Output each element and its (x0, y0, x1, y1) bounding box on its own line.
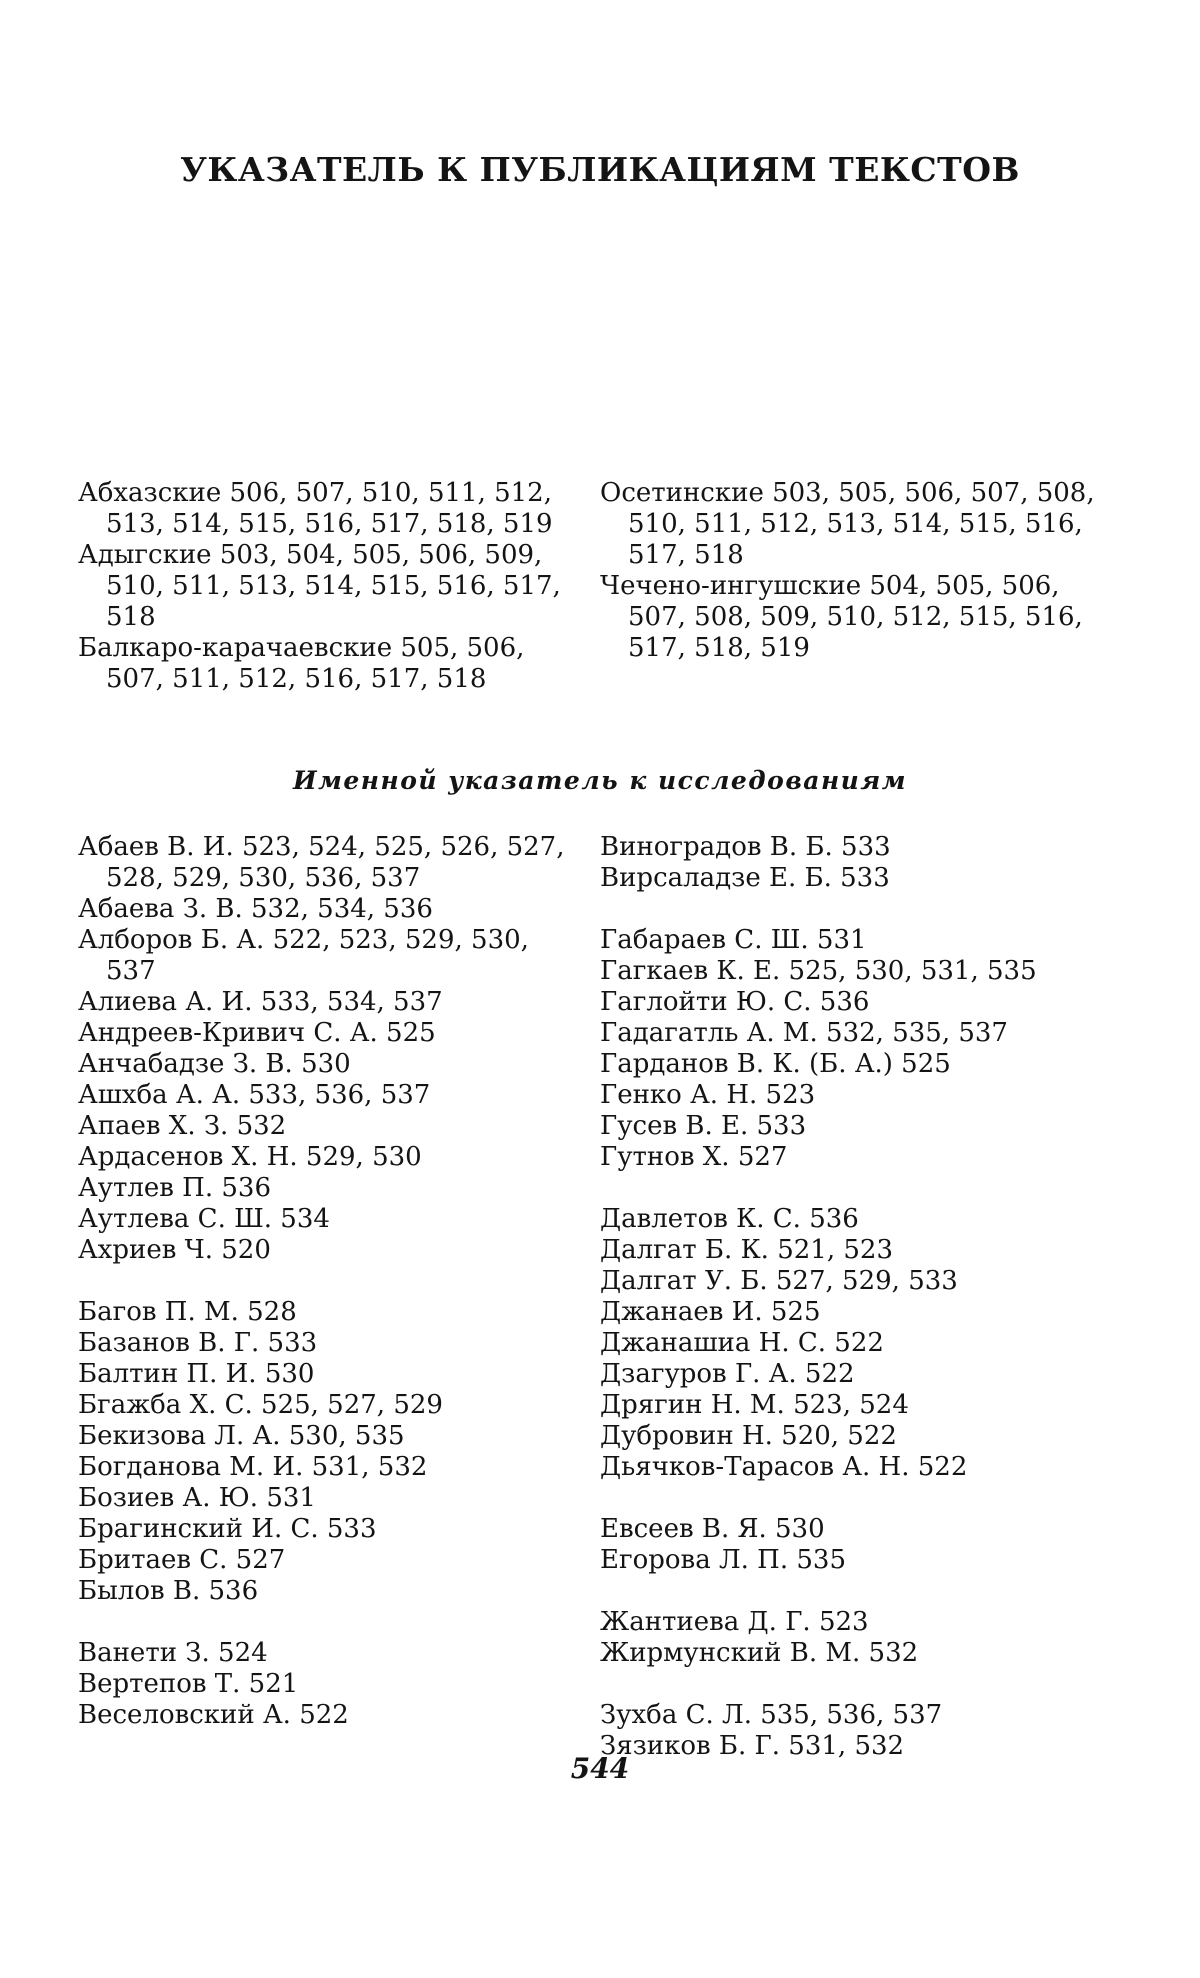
name-index-entry: Зухба С. Л. 535, 536, 537 (600, 1700, 943, 1730)
name-index-entry: Алиева А. И. 533, 534, 537 (78, 987, 443, 1017)
texts-index-entry: Осетинские 503, 505, 506, 507, 508, 510, 511, 512, 513, 514, 515, 516, 517, 518 (600, 478, 1095, 570)
name-index-entry: Ашхба А. А. 533, 536, 537 (78, 1080, 431, 1110)
name-index-entry: Балтин П. И. 530 (78, 1359, 315, 1389)
name-index-entry: Богданова М. И. 531, 532 (78, 1452, 428, 1482)
name-index-entry: Гусев В. Е. 533 (600, 1111, 807, 1141)
name-index-entry: Дрягин Н. М. 523, 524 (600, 1390, 909, 1420)
name-index-entry: Давлетов К. С. 536 (600, 1204, 859, 1234)
name-index-entry: Вертепов Т. 521 (78, 1669, 299, 1699)
group-spacer (600, 894, 1100, 925)
name-index-entry: Гадагатль А. М. 532, 535, 537 (600, 1018, 1008, 1048)
name-index-entry: Гутнов Х. 527 (600, 1142, 788, 1172)
name-index-entry: Бритаев С. 527 (78, 1545, 286, 1575)
name-index-entry: Дьячков-Тарасов А. Н. 522 (600, 1452, 968, 1482)
name-index-right-column (600, 832, 1100, 1762)
name-index-entry: Джанаев И. 525 (600, 1297, 821, 1327)
name-index-entry: Бозиев А. Ю. 531 (78, 1483, 316, 1513)
name-index-entry: Апаев Х. З. 532 (78, 1111, 287, 1141)
name-index-entry: Андреев-Кривич С. А. 525 (78, 1018, 436, 1048)
group-spacer (78, 1266, 578, 1297)
name-index-entry: Багов П. М. 528 (78, 1297, 297, 1327)
texts-index-right-column (600, 478, 1100, 664)
name-index-entry: Абаева З. В. 532, 534, 536 (78, 894, 433, 924)
texts-index-entry: Чечено-ингушские 504, 505, 506, 507, 508, 509, 510, 512, 515, 516, 517, 518, 519 (600, 571, 1083, 663)
name-index-entry: Жантиева Д. Г. 523 (600, 1607, 869, 1637)
name-index-entry: Дубровин Н. 520, 522 (600, 1421, 897, 1451)
group-spacer (600, 1576, 1100, 1607)
texts-index-entry: Абхазские 506, 507, 510, 511, 512, 513, 514, 515, 516, 517, 518, 519 (78, 478, 553, 539)
name-index-entry: Зязиков Б. Г. 531, 532 (600, 1731, 905, 1761)
name-index-entry: Далгат Б. К. 521, 523 (600, 1235, 893, 1265)
name-index-entry: Бгажба Х. С. 525, 527, 529 (78, 1390, 443, 1420)
name-index-entry: Генко А. Н. 523 (600, 1080, 816, 1110)
name-index-entry: Далгат У. Б. 527, 529, 533 (600, 1266, 958, 1296)
name-index-entry: Абаев В. И. 523, 524, 525, 526, 527, 528, 529, 530, 536, 537 (78, 832, 565, 893)
name-index-entry: Ардасенов Х. Н. 529, 530 (78, 1142, 422, 1172)
name-index-entry: Алборов Б. А. 522, 523, 529, 530, 537 (78, 925, 529, 986)
name-index-entry: Былов В. 536 (78, 1576, 259, 1606)
name-index-entry: Веселовский А. 522 (78, 1700, 349, 1730)
name-index-entry: Виноградов В. Б. 533 (600, 832, 891, 862)
group-spacer (600, 1173, 1100, 1204)
name-index-entry: Гаглойти Ю. С. 536 (600, 987, 870, 1017)
name-index-entry: Жирмунский В. М. 532 (600, 1638, 919, 1668)
name-index-entry: Ахриев Ч. 520 (78, 1235, 271, 1265)
texts-index-left-column (78, 478, 578, 695)
name-index-entry: Аутлев П. 536 (78, 1173, 272, 1203)
group-spacer (600, 1669, 1100, 1700)
name-index-entry: Ванети З. 524 (78, 1638, 268, 1668)
name-index-entry: Базанов В. Г. 533 (78, 1328, 318, 1358)
texts-index-entry: Адыгские 503, 504, 505, 506, 509, 510, 511, 513, 514, 515, 516, 517, 518 (78, 540, 561, 632)
name-index-entry: Джанашиа Н. С. 522 (600, 1328, 884, 1358)
page-title: УКАЗАТЕЛЬ К ПУБЛИКАЦИЯМ ТЕКСТОВ (180, 150, 1020, 189)
name-index-entry: Бекизова Л. А. 530, 535 (78, 1421, 405, 1451)
name-index-entry: Гарданов В. К. (Б. А.) 525 (600, 1049, 951, 1079)
name-index-entry: Гагкаев К. Е. 525, 530, 531, 535 (600, 956, 1037, 986)
name-index-heading: Именной указатель к исследованиям (292, 766, 908, 795)
name-index-entry: Брагинский И. С. 533 (78, 1514, 377, 1544)
texts-index-entry: Балкаро-карачаевские 505, 506, 507, 511, 512, 516, 517, 518 (78, 633, 525, 694)
name-index-entry: Габараев С. Ш. 531 (600, 925, 867, 955)
group-spacer (600, 1483, 1100, 1514)
page-number: 544 (570, 1752, 630, 1785)
name-index-entry: Вирсаладзе Е. Б. 533 (600, 863, 890, 893)
group-spacer (78, 1607, 578, 1638)
name-index-left-column (78, 832, 578, 1731)
name-index-entry: Егорова Л. П. 535 (600, 1545, 847, 1575)
name-index-entry: Аутлева С. Ш. 534 (78, 1204, 330, 1234)
name-index-entry: Дзагуров Г. А. 522 (600, 1359, 855, 1389)
name-index-entry: Евсеев В. Я. 530 (600, 1514, 825, 1544)
name-index-entry: Анчабадзе З. В. 530 (78, 1049, 351, 1079)
